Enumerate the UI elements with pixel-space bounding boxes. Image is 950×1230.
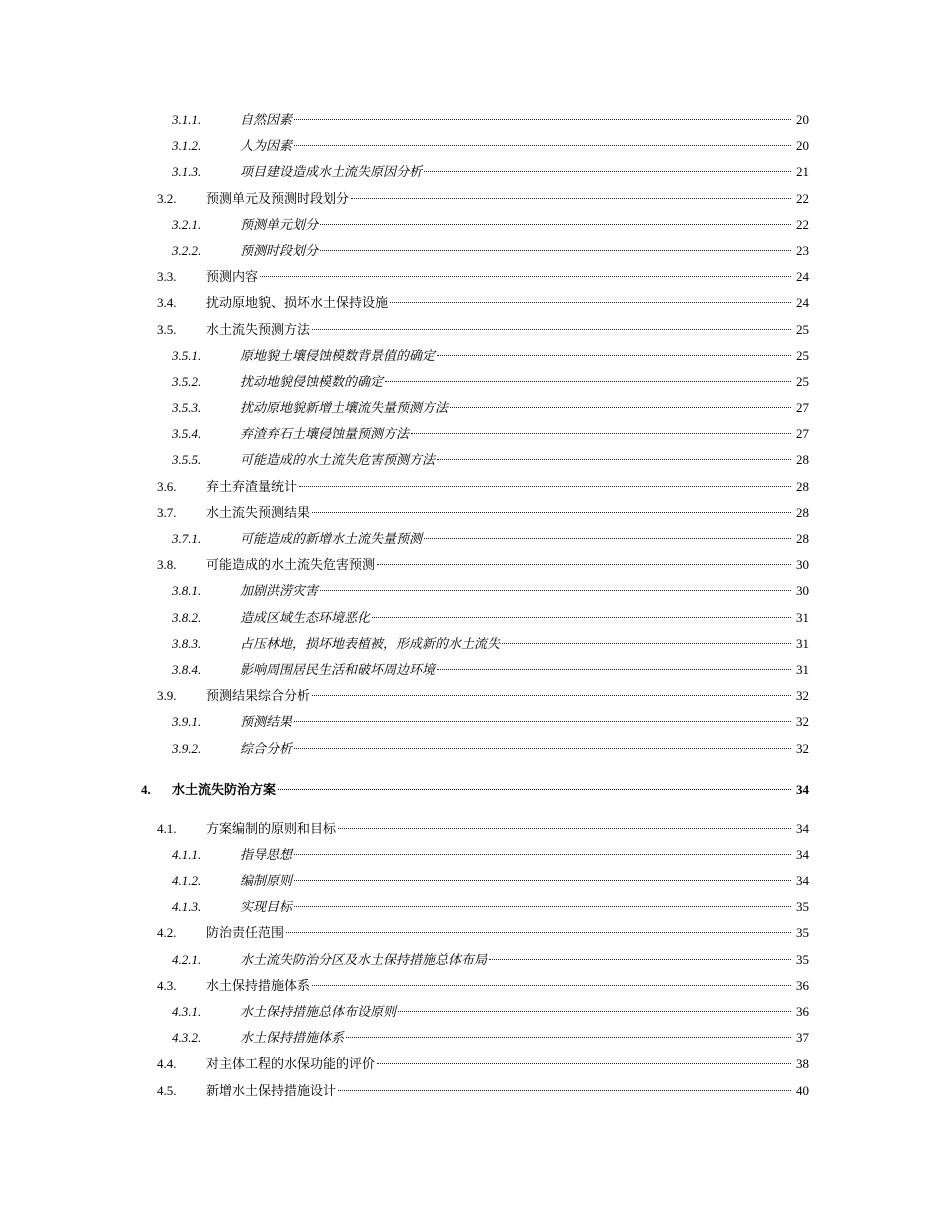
toc-entry-title: 方案编制的原则和目标 xyxy=(206,821,337,837)
toc-entry-line xyxy=(240,999,809,1026)
toc-entry-title: 影响周围居民生活和破坏周边环境 xyxy=(240,662,436,678)
toc-entry-line xyxy=(206,290,809,317)
toc-entry-title: 扰动原地貌新增土壤流失量预测方法 xyxy=(240,401,449,417)
toc-entry-line xyxy=(240,605,809,632)
toc-entry-title: 水土流失预测方法 xyxy=(206,322,311,338)
toc-entry-page-number: 24 xyxy=(796,269,809,285)
toc-section-entry[interactable] xyxy=(0,683,950,709)
toc-entry-number: 3.2.1. xyxy=(172,216,202,232)
toc-section-entry[interactable] xyxy=(0,317,950,343)
dot-leader xyxy=(294,906,791,907)
toc-entry-number: 3.5.2. xyxy=(172,373,202,389)
toc-entry-title: 占压林地，损坏地表植被，形成新的水土流失 xyxy=(240,636,501,652)
toc-entry-title: 加剧洪涝灾害 xyxy=(240,584,319,600)
toc-entry-line xyxy=(206,474,809,501)
toc-entry-line xyxy=(206,264,809,291)
toc-subsection-entry[interactable] xyxy=(0,133,950,159)
toc-section-entry[interactable] xyxy=(0,500,950,526)
dot-leader xyxy=(286,932,791,933)
toc-entry-line xyxy=(206,500,809,527)
toc-entry-line xyxy=(206,1051,809,1078)
toc-entry-title: 对主体工程的水保功能的评价 xyxy=(206,1057,376,1073)
toc-entry-line xyxy=(206,552,809,579)
toc-entry-line xyxy=(240,212,809,239)
dot-leader xyxy=(294,854,791,855)
toc-subsection-entry[interactable] xyxy=(0,107,950,133)
toc-entry-line xyxy=(240,736,809,763)
dot-leader xyxy=(294,880,791,881)
toc-entry-title: 预测时段划分 xyxy=(240,243,319,259)
toc-entry-line xyxy=(240,447,809,474)
toc-subsection-entry[interactable] xyxy=(0,395,950,421)
toc-subsection-entry[interactable] xyxy=(0,447,950,473)
dot-leader xyxy=(312,695,791,696)
dot-leader xyxy=(294,748,791,749)
toc-subsection-entry[interactable] xyxy=(0,369,950,395)
toc-entry-page-number: 38 xyxy=(796,1056,809,1072)
toc-entry-number: 4.1.2. xyxy=(172,873,202,889)
toc-section-entry[interactable] xyxy=(0,186,950,212)
toc-section-entry[interactable] xyxy=(0,920,950,946)
toc-entry-page-number: 25 xyxy=(796,321,809,337)
toc-entry-title: 水土流失预测结果 xyxy=(206,505,311,521)
toc-section-entry[interactable] xyxy=(0,973,950,999)
dot-leader xyxy=(502,643,791,644)
toc-entry-line xyxy=(240,107,809,134)
toc-entry-number: 3.8. xyxy=(157,557,177,573)
dot-leader xyxy=(312,985,791,986)
toc-entry-page-number: 36 xyxy=(796,977,809,993)
toc-entry-line xyxy=(240,894,809,921)
toc-entry-page-number: 31 xyxy=(796,609,809,625)
toc-entry-line xyxy=(240,343,809,370)
toc-entry-line xyxy=(240,421,809,448)
dot-leader xyxy=(372,617,791,618)
toc-entry-number: 3.3. xyxy=(157,269,177,285)
toc-entry-page-number: 40 xyxy=(796,1082,809,1098)
toc-entry-page-number: 32 xyxy=(796,740,809,756)
toc-entry-page-number: 35 xyxy=(796,899,809,915)
dot-leader xyxy=(437,669,791,670)
toc-entry-number: 3.8.3. xyxy=(172,635,202,651)
toc-entry-page-number: 27 xyxy=(796,426,809,442)
toc-section-entry[interactable] xyxy=(0,1078,950,1104)
toc-entry-page-number: 28 xyxy=(796,478,809,494)
toc-entry-title: 自然因素 xyxy=(240,113,293,128)
toc-entry-line xyxy=(240,709,809,736)
dot-leader xyxy=(377,564,791,565)
toc-entry-line xyxy=(172,768,809,813)
toc-section-entry[interactable] xyxy=(0,552,950,578)
toc-entry-title: 水土保持措施体系 xyxy=(240,1031,345,1047)
dot-leader xyxy=(437,355,791,356)
toc-entry-page-number: 28 xyxy=(796,504,809,520)
toc-entry-line xyxy=(240,657,809,684)
toc-entry-line xyxy=(240,526,809,553)
toc-entry-number: 4.1.1. xyxy=(172,846,202,862)
toc-entry-page-number: 31 xyxy=(796,661,809,677)
dot-leader xyxy=(299,486,791,487)
dot-leader xyxy=(278,789,791,790)
dot-leader xyxy=(338,828,791,829)
toc-entry-line xyxy=(240,842,809,869)
dot-leader xyxy=(351,198,791,199)
dot-leader xyxy=(294,119,791,120)
toc-entry-title: 可能造成的水土流失危害预测方法 xyxy=(240,453,436,469)
dot-leader xyxy=(320,250,791,251)
toc-entry-line xyxy=(240,238,809,265)
toc-entry-title: 水土保持措施总体布设原则 xyxy=(240,1005,397,1020)
toc-entry-number: 3.5. xyxy=(157,321,177,337)
toc-entry-title: 扰动地貌侵蚀模数的确定 xyxy=(240,374,384,390)
toc-entry-title: 预测单元及预测时段划分 xyxy=(206,191,350,207)
dot-leader xyxy=(411,433,791,434)
toc-entry-number: 3.9.1. xyxy=(172,714,202,730)
toc-entry-number: 3.1.2. xyxy=(172,138,202,154)
toc-entry-page-number: 23 xyxy=(796,242,809,258)
toc-entry-number: 4.3. xyxy=(157,977,177,993)
toc-entry-title: 弃渣弃石土壤侵蚀量预测方法 xyxy=(240,427,410,443)
dot-leader xyxy=(346,1037,791,1038)
toc-entry-number: 3.7. xyxy=(157,504,177,520)
dot-leader xyxy=(320,590,791,591)
toc-entry-number: 4.1.3. xyxy=(172,899,202,915)
toc-entry-title: 弃土弃渣量统计 xyxy=(206,479,298,495)
toc-entry-line xyxy=(240,868,809,895)
toc-entry-page-number: 35 xyxy=(796,925,809,941)
toc-entry-page-number: 30 xyxy=(796,557,809,573)
toc-entry-number: 3.5.1. xyxy=(172,347,202,363)
toc-entry-title: 扰动原地貌、损坏水土保持设施 xyxy=(206,296,389,312)
dot-leader xyxy=(338,1090,791,1091)
toc-entry-page-number: 22 xyxy=(796,216,809,232)
toc-section-entry[interactable] xyxy=(0,264,950,290)
toc-chapter-entry[interactable] xyxy=(0,768,950,812)
toc-entry-page-number: 34 xyxy=(796,846,809,862)
toc-entry-page-number: 34 xyxy=(796,873,809,889)
toc-subsection-entry[interactable] xyxy=(0,1025,950,1051)
dot-leader xyxy=(390,302,791,303)
dot-leader xyxy=(385,381,791,382)
toc-entry-title: 造成区域生态环境恶化 xyxy=(240,610,371,626)
toc-entry-line xyxy=(206,920,809,947)
toc-entry-line xyxy=(240,159,809,186)
toc-entry-page-number: 30 xyxy=(796,583,809,599)
toc-entry-line xyxy=(206,973,809,1000)
toc-entry-page-number: 27 xyxy=(796,400,809,416)
toc-entry-number: 3.5.5. xyxy=(172,452,202,468)
toc-entry-page-number: 32 xyxy=(796,688,809,704)
toc-entry-line xyxy=(240,133,809,160)
table-of-contents xyxy=(0,107,950,1104)
toc-subsection-entry[interactable] xyxy=(0,999,950,1025)
toc-entry-title: 预测结果综合分析 xyxy=(206,689,311,705)
toc-entry-page-number: 36 xyxy=(796,1004,809,1019)
toc-entry-title: 实现目标 xyxy=(240,900,293,916)
toc-section-entry[interactable] xyxy=(0,290,950,316)
toc-subsection-entry[interactable] xyxy=(0,526,950,552)
toc-subsection-entry[interactable] xyxy=(0,421,950,447)
dot-leader xyxy=(294,721,791,722)
toc-entry-page-number: 25 xyxy=(796,373,809,389)
toc-entry-number: 3.9. xyxy=(157,688,177,704)
toc-subsection-entry[interactable] xyxy=(0,343,950,369)
toc-entry-title: 水土流失防治方案 xyxy=(172,782,277,798)
toc-entry-number: 3.1.1. xyxy=(172,112,202,127)
toc-entry-line xyxy=(206,317,809,344)
toc-subsection-entry[interactable] xyxy=(0,894,950,920)
dot-leader xyxy=(398,1011,791,1012)
toc-entry-page-number: 28 xyxy=(796,452,809,468)
toc-entry-page-number: 32 xyxy=(796,714,809,730)
toc-entry-page-number: 20 xyxy=(796,112,809,127)
toc-entry-number: 3.8.4. xyxy=(172,661,202,677)
toc-entry-number: 3.6. xyxy=(157,478,177,494)
toc-section-entry[interactable] xyxy=(0,474,950,500)
toc-entry-page-number: 34 xyxy=(796,781,809,797)
toc-entry-page-number: 22 xyxy=(796,190,809,206)
toc-entry-number: 3.9.2. xyxy=(172,740,202,756)
dot-leader xyxy=(450,407,791,408)
toc-entry-line xyxy=(240,395,809,422)
toc-entry-line xyxy=(206,1078,809,1105)
toc-entry-number: 3.1.3. xyxy=(172,164,202,180)
toc-entry-number: 3.2. xyxy=(157,190,177,206)
dot-leader xyxy=(424,538,791,539)
toc-subsection-entry[interactable] xyxy=(0,605,950,631)
dot-leader xyxy=(424,171,791,172)
toc-entry-number: 4.1. xyxy=(157,820,177,836)
toc-subsection-entry[interactable] xyxy=(0,868,950,894)
toc-entry-number: 4.2. xyxy=(157,925,177,941)
toc-entry-number: 4.3.2. xyxy=(172,1030,202,1046)
toc-entry-title: 综合分析 xyxy=(240,741,293,757)
dot-leader xyxy=(320,224,791,225)
toc-entry-line xyxy=(240,369,809,396)
toc-subsection-entry[interactable] xyxy=(0,578,950,604)
toc-entry-number: 4.4. xyxy=(157,1056,177,1072)
toc-entry-number: 3.7.1. xyxy=(172,531,202,546)
toc-entry-page-number: 35 xyxy=(796,951,809,967)
toc-entry-number: 3.5.3. xyxy=(172,400,202,416)
toc-subsection-entry[interactable] xyxy=(0,212,950,238)
toc-entry-title: 项目建设造成水土流失原因分析 xyxy=(240,165,423,181)
toc-entry-title: 预测单元划分 xyxy=(240,217,319,233)
toc-entry-page-number: 20 xyxy=(796,138,809,154)
toc-entry-number: 3.5.4. xyxy=(172,426,202,442)
toc-entry-title: 预测结果 xyxy=(240,715,293,731)
toc-entry-number: 3.8.2. xyxy=(172,609,202,625)
toc-entry-title: 原地貌土壤侵蚀模数背景值的确定 xyxy=(240,348,436,364)
toc-entry-title: 人为因素 xyxy=(240,139,293,155)
toc-subsection-entry[interactable] xyxy=(0,657,950,683)
toc-entry-line xyxy=(240,578,809,605)
toc-entry-line xyxy=(240,631,809,658)
dot-leader xyxy=(312,512,791,513)
toc-subsection-entry[interactable] xyxy=(0,947,950,973)
toc-subsection-entry[interactable] xyxy=(0,709,950,735)
toc-entry-title: 水土保持措施体系 xyxy=(206,978,311,994)
toc-entry-line xyxy=(206,816,809,843)
toc-entry-number: 4. xyxy=(141,781,151,797)
toc-entry-line xyxy=(206,683,809,710)
toc-entry-title: 预测内容 xyxy=(206,270,259,286)
toc-subsection-entry[interactable] xyxy=(0,631,950,657)
toc-entry-title: 编制原则 xyxy=(240,874,293,890)
toc-entry-line xyxy=(206,186,809,213)
toc-entry-number: 3.8.1. xyxy=(172,583,202,599)
toc-entry-page-number: 34 xyxy=(796,820,809,836)
toc-entry-title: 指导思想 xyxy=(240,847,293,863)
dot-leader xyxy=(260,276,791,277)
dot-leader xyxy=(489,959,791,960)
toc-entry-number: 3.4. xyxy=(157,295,177,311)
toc-entry-title: 水土流失防治分区及水土保持措施总体布局 xyxy=(240,952,488,968)
dot-leader xyxy=(377,1063,791,1064)
toc-entry-page-number: 24 xyxy=(796,295,809,311)
toc-entry-page-number: 37 xyxy=(796,1030,809,1046)
toc-entry-line xyxy=(240,947,809,974)
toc-subsection-entry[interactable] xyxy=(0,238,950,264)
toc-entry-title: 可能造成的水土流失危害预测 xyxy=(206,558,376,574)
toc-section-entry[interactable] xyxy=(0,816,950,842)
toc-entry-title: 可能造成的新增水土流失量预测 xyxy=(240,532,423,547)
dot-leader xyxy=(294,145,791,146)
toc-entry-page-number: 28 xyxy=(796,531,809,546)
toc-entry-number: 3.2.2. xyxy=(172,242,202,258)
toc-entry-line xyxy=(240,1025,809,1052)
toc-entry-title: 新增水土保持措施设计 xyxy=(206,1083,337,1099)
toc-section-entry[interactable] xyxy=(0,1051,950,1077)
toc-entry-number: 4.3.1. xyxy=(172,1004,202,1019)
toc-subsection-entry[interactable] xyxy=(0,159,950,185)
dot-leader xyxy=(437,459,791,460)
toc-entry-page-number: 31 xyxy=(796,635,809,651)
toc-entry-page-number: 25 xyxy=(796,347,809,363)
toc-subsection-entry[interactable] xyxy=(0,736,950,762)
toc-entry-page-number: 21 xyxy=(796,164,809,180)
toc-entry-number: 4.5. xyxy=(157,1082,177,1098)
toc-subsection-entry[interactable] xyxy=(0,842,950,868)
dot-leader xyxy=(312,329,791,330)
toc-entry-number: 4.2.1. xyxy=(172,951,202,967)
toc-entry-title: 防治责任范围 xyxy=(206,926,285,942)
